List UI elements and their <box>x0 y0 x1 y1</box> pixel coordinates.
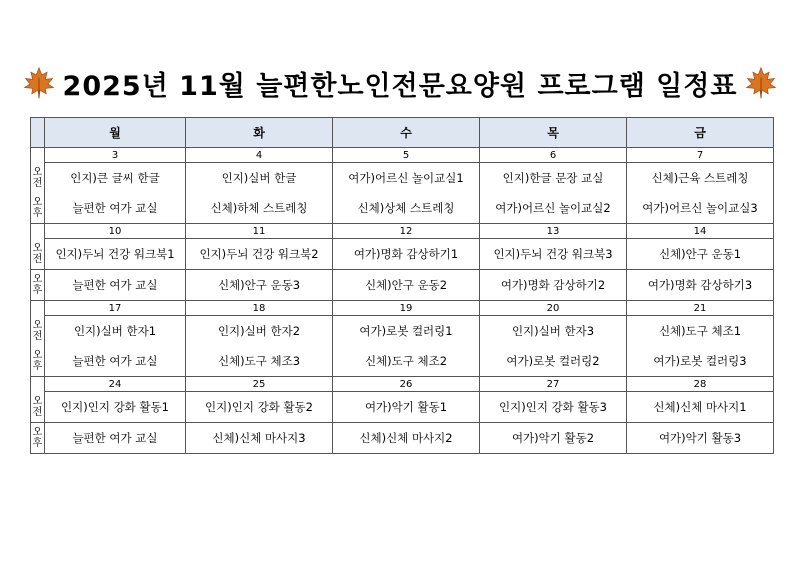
day-header-fri: 금 <box>627 118 774 148</box>
morning-activity: 신체)안구 운동1 <box>627 239 774 270</box>
morning-activity: 인지)인지 강화 활동1 <box>45 392 186 423</box>
afternoon-label <box>31 423 45 454</box>
afternoon-label-char: 오 <box>32 274 43 285</box>
date-cell: 4 <box>186 148 333 163</box>
date-cell: 28 <box>627 377 774 392</box>
morning-activity: 여가)어르신 놀이교실1 <box>333 163 480 194</box>
morning-activity: 여가)악기 활동1 <box>333 392 480 423</box>
afternoon-activity: 신체)신체 마사지3 <box>186 423 333 454</box>
date-row <box>31 377 774 392</box>
afternoon-label-char: 오 <box>32 427 43 438</box>
morning-activity: 인지)실버 한자2 <box>186 316 333 347</box>
date-cell: 11 <box>186 224 333 239</box>
date-cell: 17 <box>45 301 186 316</box>
morning-label-char: 오 <box>32 319 43 331</box>
afternoon-activity: 여가)로봇 컬러링3 <box>627 346 774 377</box>
afternoon-activity: 신체)하체 스트레칭 <box>186 193 333 224</box>
morning-row <box>31 163 774 194</box>
day-header-wed: 수 <box>333 118 480 148</box>
date-cell: 26 <box>333 377 480 392</box>
afternoon-label-char: 후 <box>32 361 43 372</box>
afternoon-activity: 여가)악기 활동2 <box>480 423 627 454</box>
morning-activity: 인지)두뇌 건강 워크북3 <box>480 239 627 270</box>
morning-label-char: 오 <box>32 242 43 254</box>
page-title: 2025년 11월 늘편한노인전문요양원 프로그램 일정표 <box>62 70 738 102</box>
morning-activity: 신체)도구 체조1 <box>627 316 774 347</box>
afternoon-row <box>31 346 774 377</box>
morning-activity: 여가)명화 감상하기1 <box>333 239 480 270</box>
morning-activity: 인지)실버 한글 <box>186 163 333 194</box>
schedule-table <box>30 117 774 454</box>
morning-activity: 신체)신체 마사지1 <box>627 392 774 423</box>
afternoon-row <box>31 193 774 224</box>
date-row-side <box>31 377 45 392</box>
date-cell: 10 <box>45 224 186 239</box>
day-header-thu: 목 <box>480 118 627 148</box>
afternoon-label-char: 후 <box>32 208 43 219</box>
morning-activity: 인지)인지 강화 활동2 <box>186 392 333 423</box>
afternoon-activity: 늘편한 여가 교실 <box>45 423 186 454</box>
date-row <box>31 224 774 239</box>
date-cell: 6 <box>480 148 627 163</box>
date-cell: 14 <box>627 224 774 239</box>
morning-label <box>31 163 45 194</box>
date-row-side <box>31 224 45 239</box>
morning-activity: 인지)두뇌 건강 워크북1 <box>45 239 186 270</box>
date-cell: 19 <box>333 301 480 316</box>
afternoon-label-char: 후 <box>32 438 43 449</box>
afternoon-activity: 신체)안구 운동3 <box>186 270 333 301</box>
afternoon-activity: 여가)로봇 컬러링2 <box>480 346 627 377</box>
date-cell: 20 <box>480 301 627 316</box>
date-cell: 7 <box>627 148 774 163</box>
day-header-row <box>31 118 774 148</box>
afternoon-activity: 여가)명화 감상하기2 <box>480 270 627 301</box>
morning-label <box>31 392 45 423</box>
morning-activity: 인지)실버 한자3 <box>480 316 627 347</box>
afternoon-activity: 신체)도구 체조2 <box>333 346 480 377</box>
morning-label-char: 전 <box>32 177 43 189</box>
afternoon-label <box>31 346 45 377</box>
morning-row <box>31 239 774 270</box>
afternoon-row <box>31 270 774 301</box>
afternoon-activity: 여가)명화 감상하기3 <box>627 270 774 301</box>
date-cell: 13 <box>480 224 627 239</box>
morning-activity: 인지)큰 글씨 한글 <box>45 163 186 194</box>
date-cell: 3 <box>45 148 186 163</box>
date-cell: 27 <box>480 377 627 392</box>
date-cell: 21 <box>627 301 774 316</box>
afternoon-activity: 늘편한 여가 교실 <box>45 346 186 377</box>
header-corner <box>31 118 45 148</box>
afternoon-activity: 늘편한 여가 교실 <box>45 270 186 301</box>
date-row-side <box>31 301 45 316</box>
afternoon-activity: 신체)안구 운동2 <box>333 270 480 301</box>
date-cell: 5 <box>333 148 480 163</box>
afternoon-row <box>31 423 774 454</box>
afternoon-activity: 신체)상체 스트레칭 <box>333 193 480 224</box>
afternoon-activity: 여가)악기 활동3 <box>627 423 774 454</box>
afternoon-label <box>31 270 45 301</box>
afternoon-activity: 여가)어르신 놀이교실2 <box>480 193 627 224</box>
maple-leaf-icon <box>21 65 57 101</box>
morning-row <box>31 392 774 423</box>
date-row <box>31 148 774 163</box>
morning-activity: 인지)실버 한자1 <box>45 316 186 347</box>
morning-label-char: 전 <box>32 253 43 265</box>
afternoon-activity: 늘편한 여가 교실 <box>45 193 186 224</box>
date-cell: 12 <box>333 224 480 239</box>
afternoon-label-char: 오 <box>32 197 43 208</box>
title-row <box>0 60 800 106</box>
morning-label-char: 오 <box>32 166 43 178</box>
morning-label-char: 전 <box>32 330 43 342</box>
morning-activity: 여가)로봇 컬러링1 <box>333 316 480 347</box>
date-cell: 25 <box>186 377 333 392</box>
morning-label-char: 전 <box>32 406 43 418</box>
morning-label-char: 오 <box>32 395 43 407</box>
morning-activity: 신체)근육 스트레칭 <box>627 163 774 194</box>
morning-activity: 인지)인지 강화 활동3 <box>480 392 627 423</box>
morning-activity: 인지)두뇌 건강 워크북2 <box>186 239 333 270</box>
afternoon-label-char: 오 <box>32 350 43 361</box>
afternoon-label-char: 후 <box>32 285 43 296</box>
morning-label <box>31 239 45 270</box>
afternoon-label <box>31 193 45 224</box>
date-row-side <box>31 148 45 163</box>
date-cell: 24 <box>45 377 186 392</box>
day-header-tue: 화 <box>186 118 333 148</box>
morning-activity: 인지)한글 문장 교실 <box>480 163 627 194</box>
afternoon-activity: 신체)신체 마사지2 <box>333 423 480 454</box>
morning-label <box>31 316 45 347</box>
afternoon-activity: 신체)도구 체조3 <box>186 346 333 377</box>
maple-leaf-icon <box>743 65 779 101</box>
afternoon-activity: 여가)어르신 놀이교실3 <box>627 193 774 224</box>
date-row <box>31 301 774 316</box>
morning-row <box>31 316 774 347</box>
day-header-mon: 월 <box>45 118 186 148</box>
date-cell: 18 <box>186 301 333 316</box>
